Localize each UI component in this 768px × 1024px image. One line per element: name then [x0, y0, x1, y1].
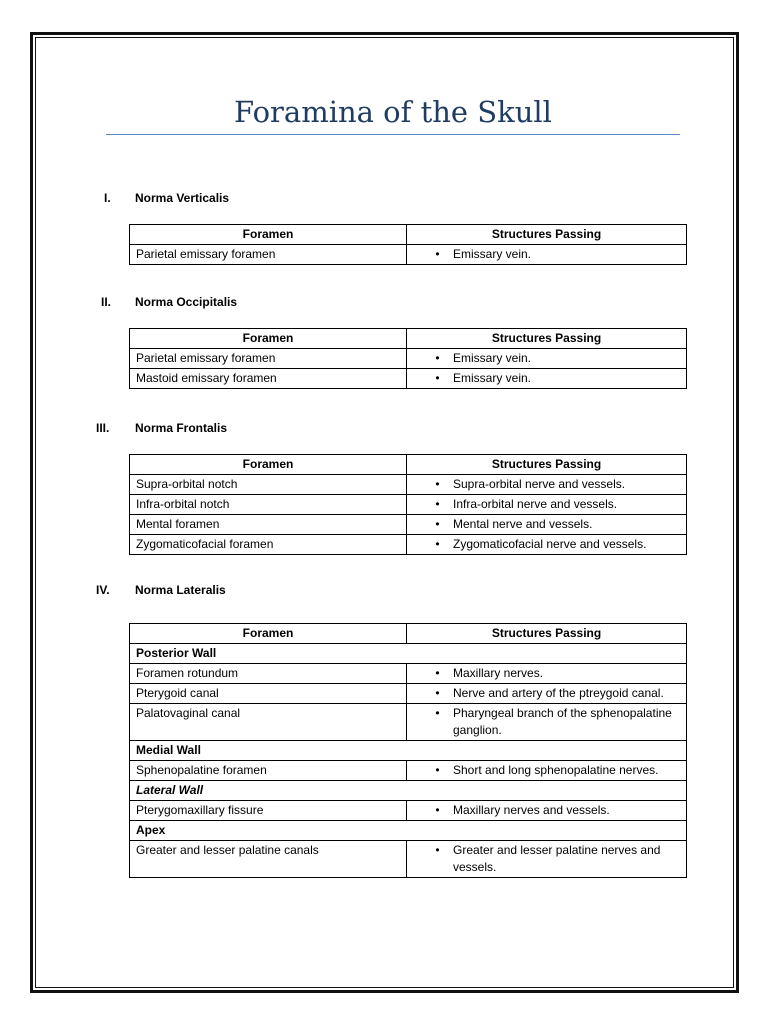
- column-header-foramen: Foramen: [130, 624, 407, 644]
- foramen-cell: Sphenopalatine foramen: [130, 761, 407, 781]
- foramen-cell: Infra-orbital notch: [130, 495, 407, 515]
- section-heading-norma-frontalis: Norma Frontalis: [135, 421, 228, 435]
- bullet: •: [435, 351, 440, 365]
- structure-text: Emissary vein.: [453, 247, 532, 261]
- structure-cell: [407, 349, 687, 369]
- bullet: •: [435, 666, 440, 680]
- section-number: III.: [96, 421, 110, 435]
- structure-text: Zygomaticofacial nerve and vessels.: [453, 537, 647, 551]
- structure-cell: [407, 704, 687, 741]
- structure-cell: [407, 684, 687, 704]
- structure-cell: [407, 801, 687, 821]
- table-norma-occipitalis: [129, 328, 687, 389]
- group-label-apex: Apex: [130, 821, 687, 841]
- table-header-row: [130, 225, 687, 245]
- table-row: [130, 684, 687, 704]
- page-title: Foramina of the Skull: [234, 95, 552, 129]
- structure-text: Emissary vein.: [453, 371, 532, 385]
- foramen-cell: Foramen rotundum: [130, 664, 407, 684]
- section-heading-norma-verticalis: Norma Verticalis: [135, 191, 230, 205]
- foramen-cell: Parietal emissary foramen: [130, 349, 407, 369]
- foramen-cell: Pterygomaxillary fissure: [130, 801, 407, 821]
- foramen-cell: Supra-orbital notch: [130, 475, 407, 495]
- group-label-lateral-wall: Lateral Wall: [130, 781, 687, 801]
- table-row: [130, 535, 687, 555]
- foramen-cell: Palatovaginal canal: [130, 704, 407, 741]
- bullet: •: [435, 843, 440, 857]
- column-header-structures: Structures Passing: [407, 225, 687, 245]
- column-header-foramen: Foramen: [130, 329, 407, 349]
- table-row: [130, 495, 687, 515]
- structure-text: Emissary vein.: [453, 351, 532, 365]
- structure-text: Short and long sphenopalatine nerves.: [453, 763, 659, 777]
- table-row: [130, 369, 687, 389]
- bullet: •: [435, 686, 440, 700]
- group-row: [130, 644, 687, 664]
- bullet: •: [435, 371, 440, 385]
- bullet: •: [435, 517, 440, 531]
- table-header-row: [130, 455, 687, 475]
- table-norma-verticalis: [129, 224, 687, 265]
- foramen-cell: Zygomaticofacial foramen: [130, 535, 407, 555]
- column-header-structures: Structures Passing: [407, 455, 687, 475]
- section-number: II.: [101, 295, 112, 309]
- bullet: •: [435, 537, 440, 551]
- structure-text: Nerve and artery of the ptreygoid canal.: [453, 686, 664, 700]
- structure-text: Pharyngeal branch of the sphenopalatine ganglion.: [453, 706, 672, 737]
- bullet: •: [435, 803, 440, 817]
- group-row: [130, 741, 687, 761]
- table-row: [130, 515, 687, 535]
- structure-cell: [407, 245, 687, 265]
- title-underline: [106, 134, 680, 135]
- structure-text: Maxillary nerves.: [453, 666, 544, 680]
- group-row: [130, 781, 687, 801]
- table-header-row: [130, 329, 687, 349]
- table-row: [130, 704, 687, 741]
- structure-text: Infra-orbital nerve and vessels.: [453, 497, 618, 511]
- foramen-cell: Parietal emissary foramen: [130, 245, 407, 265]
- structure-cell: [407, 369, 687, 389]
- table-row: [130, 245, 687, 265]
- structure-text: Maxillary nerves and vessels.: [453, 803, 610, 817]
- bullet: •: [435, 706, 440, 720]
- table-row: [130, 801, 687, 821]
- foramen-cell: Mastoid emissary foramen: [130, 369, 407, 389]
- bullet: •: [435, 763, 440, 777]
- structure-cell: [407, 515, 687, 535]
- structure-cell: [407, 841, 687, 878]
- foramen-cell: Greater and lesser palatine canals: [130, 841, 407, 878]
- table-norma-frontalis: [129, 454, 687, 555]
- group-label-medial-wall: Medial Wall: [130, 741, 687, 761]
- section-heading-norma-occipitalis: Norma Occipitalis: [135, 295, 238, 309]
- structure-text: Mental nerve and vessels.: [453, 517, 593, 531]
- table-row: [130, 841, 687, 878]
- bullet: •: [435, 247, 440, 261]
- structure-cell: [407, 761, 687, 781]
- table-row: [130, 761, 687, 781]
- column-header-structures: Structures Passing: [407, 329, 687, 349]
- section-heading-norma-lateralis: Norma Lateralis: [135, 583, 226, 597]
- table-norma-lateralis: [129, 623, 687, 878]
- structure-cell: [407, 664, 687, 684]
- structure-cell: [407, 475, 687, 495]
- structure-cell: [407, 535, 687, 555]
- section-number: IV.: [96, 583, 110, 597]
- group-row: [130, 821, 687, 841]
- column-header-structures: Structures Passing: [407, 624, 687, 644]
- section-number: I.: [104, 191, 111, 205]
- table-row: [130, 349, 687, 369]
- foramen-cell: Mental foramen: [130, 515, 407, 535]
- table-header-row: [130, 624, 687, 644]
- foramen-cell: Pterygoid canal: [130, 684, 407, 704]
- table-row: [130, 664, 687, 684]
- column-header-foramen: Foramen: [130, 225, 407, 245]
- bullet: •: [435, 477, 440, 491]
- column-header-foramen: Foramen: [130, 455, 407, 475]
- table-row: [130, 475, 687, 495]
- structure-cell: [407, 495, 687, 515]
- group-label-posterior-wall: Posterior Wall: [130, 644, 687, 664]
- structure-text: Greater and lesser palatine nerves and vessels.: [453, 843, 661, 874]
- structure-text: Supra-orbital nerve and vessels.: [453, 477, 626, 491]
- bullet: •: [435, 497, 440, 511]
